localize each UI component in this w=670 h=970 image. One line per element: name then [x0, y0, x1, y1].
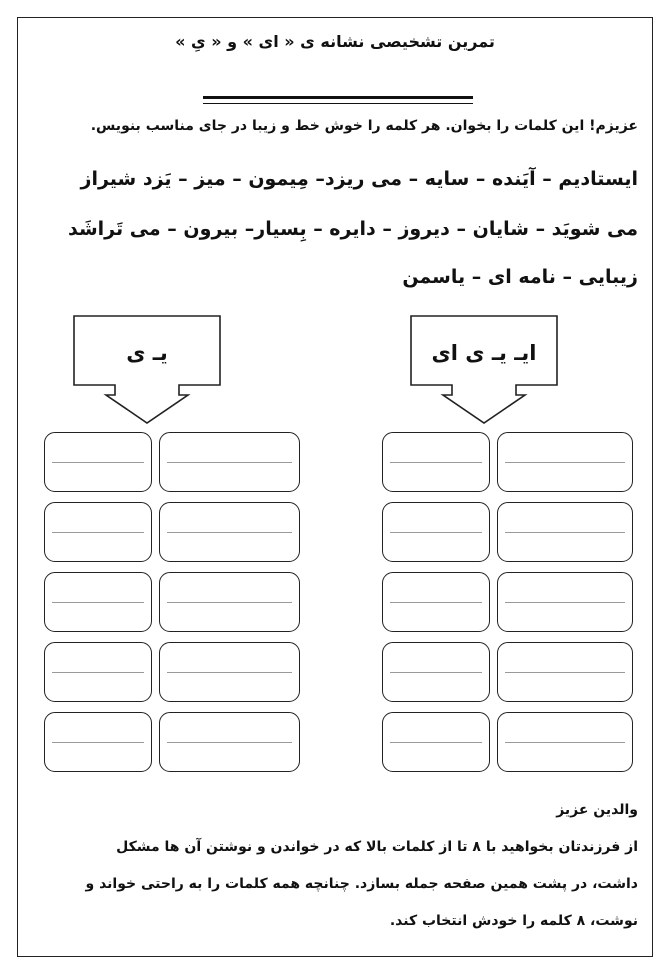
writing-line	[167, 742, 292, 743]
parents-note-line-1: از فرزندتان بخواهید با ۸ تا از کلمات بالا که در خواندن و نوشتن آن ها مشکل	[116, 839, 638, 855]
title-underline-thick	[203, 96, 473, 99]
writing-line	[505, 742, 625, 743]
callout-left-shape	[73, 315, 221, 425]
writing-line	[505, 532, 625, 533]
callout-right-label: ایـ یـ ی ای	[431, 341, 537, 365]
writing-line	[167, 532, 292, 533]
writing-line	[390, 602, 482, 603]
worksheet-page	[17, 17, 653, 957]
answer-box[interactable]	[382, 432, 490, 492]
word-line-2: می شویَد – شایان – دیروز – دایره – بِسیار– بیرون – می تَراشَد	[67, 218, 638, 240]
answer-box[interactable]	[382, 712, 490, 772]
answer-box[interactable]	[44, 642, 152, 702]
worksheet-title: تمرین تشخیصی نشانه ی « ای » و « یِ »	[175, 32, 495, 51]
answer-box[interactable]	[382, 572, 490, 632]
writing-line	[52, 672, 144, 673]
writing-line	[52, 602, 144, 603]
callout-left	[73, 315, 221, 425]
answer-box[interactable]	[497, 572, 633, 632]
answer-box[interactable]	[159, 432, 300, 492]
writing-line	[390, 532, 482, 533]
answer-box[interactable]	[497, 432, 633, 492]
writing-line	[390, 462, 482, 463]
parents-note-title: والدین عزیز	[556, 802, 638, 818]
writing-line	[505, 602, 625, 603]
parents-note-line-3: نوشت، ۸ کلمه را خودش انتخاب کند.	[389, 913, 638, 929]
writing-line	[52, 532, 144, 533]
instruction-text: عزیزم! این کلمات را بخوان. هر کلمه را خوش خط و زیبا در جای مناسب بنویس.	[90, 118, 638, 134]
title-underline-thin	[203, 103, 473, 104]
writing-line	[167, 462, 292, 463]
writing-line	[505, 672, 625, 673]
answer-box[interactable]	[497, 502, 633, 562]
writing-line	[505, 462, 625, 463]
answer-box[interactable]	[497, 712, 633, 772]
answer-box[interactable]	[497, 642, 633, 702]
word-line-1: ایستادیم – آیَنده – سایه – می ریزد– مِیمون – میز – یَزد شیراز	[80, 168, 638, 190]
writing-line	[52, 462, 144, 463]
parents-note-line-2: داشت، در پشت همین صفحه جمله بسازد. چنانچه همه کلمات را به راحتی خواند و	[85, 876, 638, 892]
callout-right	[410, 315, 558, 425]
answer-box[interactable]	[44, 712, 152, 772]
writing-line	[390, 672, 482, 673]
answer-box[interactable]	[159, 642, 300, 702]
writing-line	[167, 602, 292, 603]
answer-box[interactable]	[159, 502, 300, 562]
answer-box[interactable]	[159, 572, 300, 632]
answer-box[interactable]	[44, 572, 152, 632]
writing-line	[52, 742, 144, 743]
answer-box[interactable]	[44, 502, 152, 562]
writing-line	[167, 672, 292, 673]
answer-box[interactable]	[159, 712, 300, 772]
callout-left-label: یـ ی	[126, 341, 168, 365]
answer-box[interactable]	[382, 502, 490, 562]
answer-box[interactable]	[382, 642, 490, 702]
answer-box[interactable]	[44, 432, 152, 492]
word-line-3: زیبایی – نامه ای – یاسمن	[402, 266, 638, 288]
writing-line	[390, 742, 482, 743]
callout-right-shape	[410, 315, 558, 425]
